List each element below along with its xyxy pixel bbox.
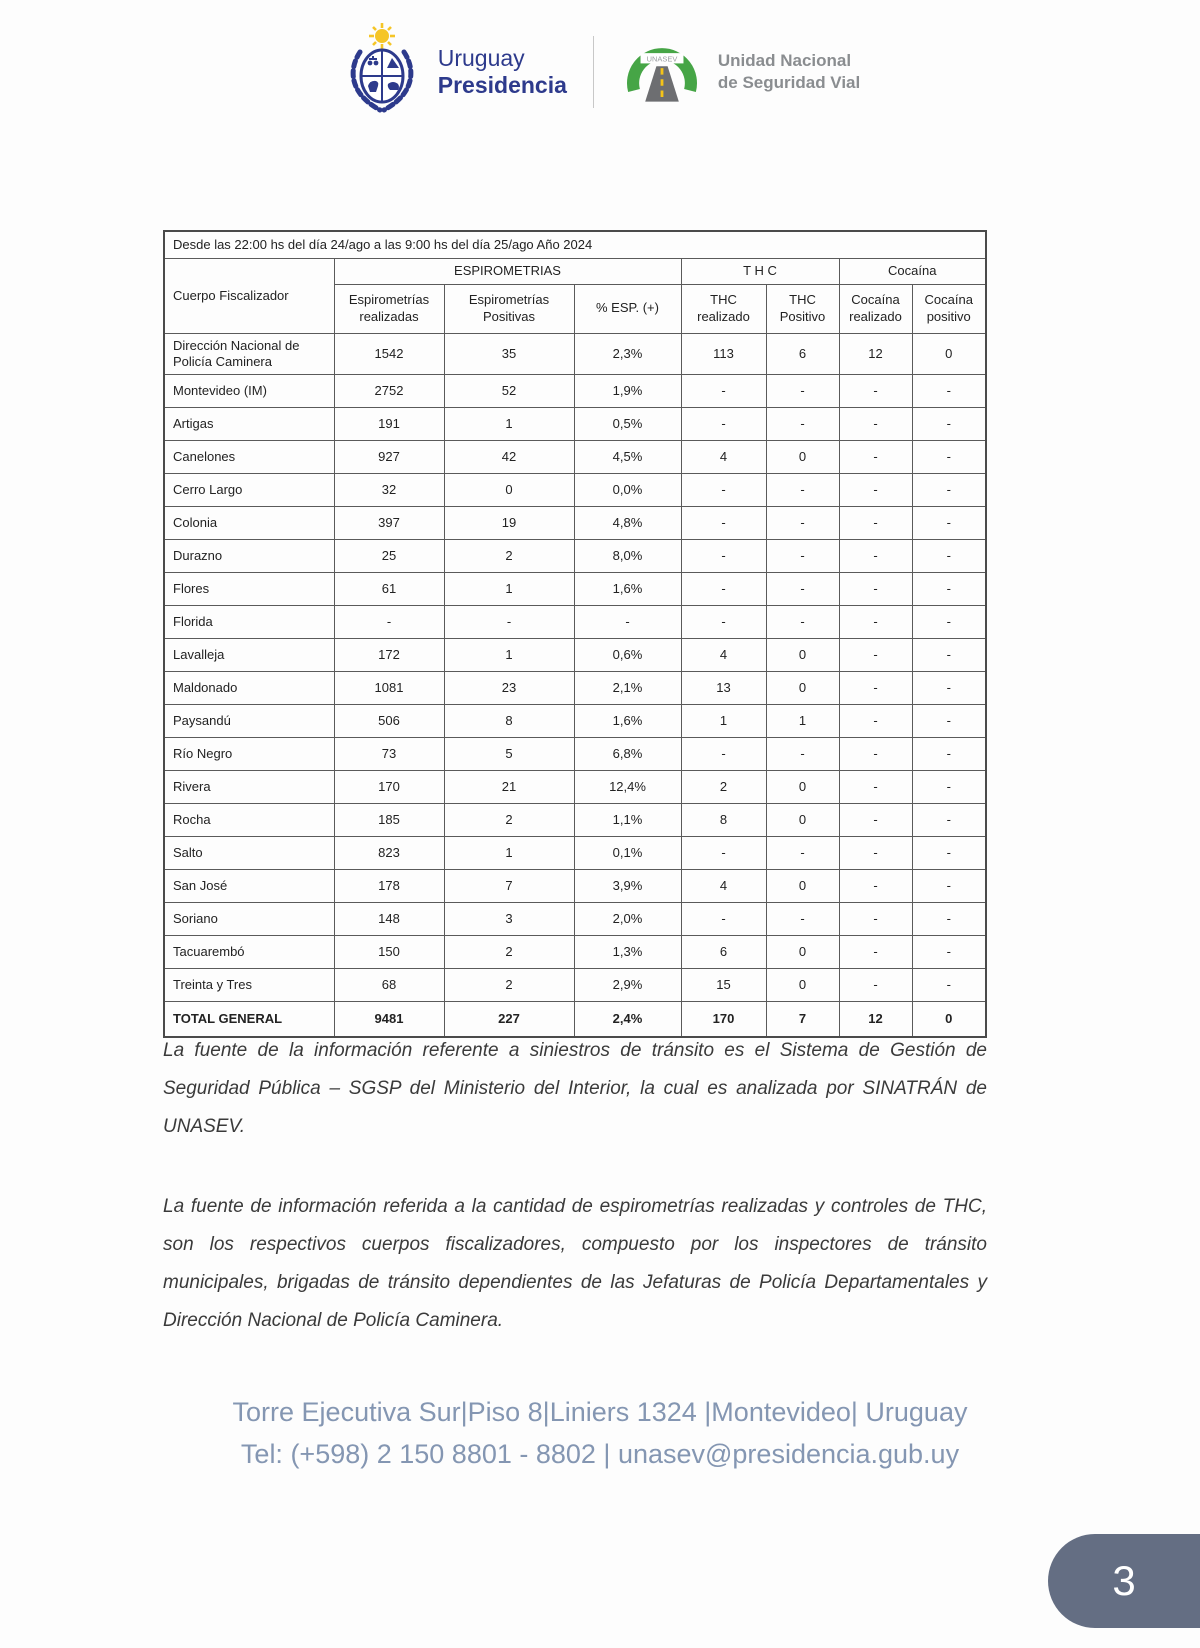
value-cell: 0 xyxy=(766,804,839,837)
value-cell: 0,1% xyxy=(574,837,681,870)
value-cell: - xyxy=(839,771,912,804)
value-cell: - xyxy=(912,804,986,837)
table-row xyxy=(164,837,986,870)
row-label-cell: Canelones xyxy=(164,441,334,474)
value-cell: - xyxy=(766,903,839,936)
row-label-cell: Rocha xyxy=(164,804,334,837)
table-row xyxy=(164,573,986,606)
row-label-cell: Paysandú xyxy=(164,705,334,738)
table-row xyxy=(164,870,986,903)
table-row xyxy=(164,375,986,408)
value-cell: - xyxy=(912,639,986,672)
col-header-esp-pct: % ESP. (+) xyxy=(574,284,681,333)
value-cell: - xyxy=(334,606,444,639)
unasev-label-line2: de Seguridad Vial xyxy=(717,72,861,92)
value-cell: - xyxy=(839,903,912,936)
presidencia-wordmark xyxy=(438,45,567,98)
value-cell: - xyxy=(766,738,839,771)
value-cell: - xyxy=(912,540,986,573)
value-cell: 35 xyxy=(444,333,574,375)
value-cell: 1,9% xyxy=(574,375,681,408)
source-notes xyxy=(163,1032,987,1382)
espirometrias-table xyxy=(163,230,987,1038)
value-cell: - xyxy=(839,672,912,705)
total-value-cell: 170 xyxy=(681,1002,766,1038)
table-caption: Desde las 22:00 hs del día 24/ago a las 9:00 hs del día 25/ago Año 2024 xyxy=(164,231,986,259)
value-cell: 2 xyxy=(444,936,574,969)
value-cell: 113 xyxy=(681,333,766,375)
table-row xyxy=(164,804,986,837)
value-cell: 4,5% xyxy=(574,441,681,474)
value-cell: - xyxy=(839,969,912,1002)
presidencia-brand xyxy=(340,22,567,121)
value-cell: - xyxy=(574,606,681,639)
row-label-cell: Cerro Largo xyxy=(164,474,334,507)
row-label-cell: San José xyxy=(164,870,334,903)
value-cell: 2,1% xyxy=(574,672,681,705)
presidencia-label: Presidencia xyxy=(437,71,567,98)
value-cell: 1,3% xyxy=(574,936,681,969)
value-cell: 1 xyxy=(681,705,766,738)
col-header-esp-realizadas: Espirometrías realizadas xyxy=(334,284,444,333)
table-row xyxy=(164,540,986,573)
value-cell: 5 xyxy=(444,738,574,771)
table-row xyxy=(164,441,986,474)
value-cell: 927 xyxy=(334,441,444,474)
value-cell: - xyxy=(839,606,912,639)
row-label-cell: Montevideo (IM) xyxy=(164,375,334,408)
value-cell: - xyxy=(681,474,766,507)
row-label-cell: Tacuarembó xyxy=(164,936,334,969)
row-label-cell: Lavalleja xyxy=(164,639,334,672)
value-cell: 4 xyxy=(681,870,766,903)
value-cell: - xyxy=(839,705,912,738)
value-cell: 12,4% xyxy=(574,771,681,804)
footer-contact-block xyxy=(0,1392,1200,1476)
value-cell: - xyxy=(839,573,912,606)
table-row xyxy=(164,507,986,540)
value-cell: 21 xyxy=(444,771,574,804)
value-cell: 1 xyxy=(766,705,839,738)
value-cell: 1081 xyxy=(334,672,444,705)
value-cell: - xyxy=(912,672,986,705)
col-header-thc-positivo: THC Positivo xyxy=(766,284,839,333)
header-divider xyxy=(593,36,594,108)
value-cell: 2 xyxy=(444,969,574,1002)
table-row xyxy=(164,408,986,441)
value-cell: 178 xyxy=(334,870,444,903)
value-cell: - xyxy=(912,507,986,540)
value-cell: - xyxy=(839,837,912,870)
value-cell: 823 xyxy=(334,837,444,870)
brand-header xyxy=(0,22,1200,121)
value-cell: - xyxy=(766,606,839,639)
value-cell: 0,6% xyxy=(574,639,681,672)
footer-phone-email: Tel: (+598) 2 150 8801 - 8802 | unasev@presidencia.gub.uy xyxy=(240,1438,960,1469)
value-cell: 13 xyxy=(681,672,766,705)
value-cell: 506 xyxy=(334,705,444,738)
total-value-cell: 9481 xyxy=(334,1002,444,1038)
statistics-table-wrapper xyxy=(163,230,987,1038)
table-row xyxy=(164,606,986,639)
value-cell: - xyxy=(839,441,912,474)
value-cell: 397 xyxy=(334,507,444,540)
value-cell: 2 xyxy=(444,804,574,837)
value-cell: 0 xyxy=(912,333,986,375)
uruguay-coat-of-arms-icon xyxy=(340,22,424,121)
table-row xyxy=(164,639,986,672)
value-cell: - xyxy=(839,408,912,441)
table-body xyxy=(164,333,986,1037)
value-cell: 42 xyxy=(444,441,574,474)
value-cell: - xyxy=(912,408,986,441)
note-paragraph-1: La fuente de la información referente a siniestros de tránsito es el Sistema de Gestión de Seguridad Pública – SGSP del Ministerio del Interior, la cual es analizada por SINATRÁN de UNASEV. xyxy=(163,1040,987,1137)
value-cell: - xyxy=(681,573,766,606)
row-label-cell: Río Negro xyxy=(164,738,334,771)
row-label-cell: Durazno xyxy=(164,540,334,573)
value-cell: 25 xyxy=(334,540,444,573)
value-cell: 0 xyxy=(766,441,839,474)
value-cell: 7 xyxy=(444,870,574,903)
value-cell: - xyxy=(766,375,839,408)
table-row xyxy=(164,672,986,705)
value-cell: 3 xyxy=(444,903,574,936)
table-row xyxy=(164,738,986,771)
value-cell: - xyxy=(839,870,912,903)
value-cell: - xyxy=(912,375,986,408)
value-cell: 1542 xyxy=(334,333,444,375)
value-cell: - xyxy=(839,639,912,672)
col-header-thc-realizado: THC realizado xyxy=(681,284,766,333)
value-cell: - xyxy=(681,837,766,870)
total-label-cell: TOTAL GENERAL xyxy=(164,1002,334,1038)
value-cell: - xyxy=(839,804,912,837)
value-cell: 6,8% xyxy=(574,738,681,771)
value-cell: 2 xyxy=(681,771,766,804)
value-cell: 0,5% xyxy=(574,408,681,441)
value-cell: 1,6% xyxy=(574,705,681,738)
value-cell: - xyxy=(839,936,912,969)
value-cell: - xyxy=(681,606,766,639)
value-cell: 0 xyxy=(766,639,839,672)
value-cell: 8 xyxy=(681,804,766,837)
value-cell: 2,3% xyxy=(574,333,681,375)
footer-address: Torre Ejecutiva Sur|Piso 8|Liniers 1324 |Montevideo| Uruguay xyxy=(232,1397,968,1427)
row-label-cell: Flores xyxy=(164,573,334,606)
value-cell: - xyxy=(766,837,839,870)
value-cell: 0 xyxy=(766,672,839,705)
col-header-esp-positivas: Espirometrías Positivas xyxy=(444,284,574,333)
value-cell: 2,0% xyxy=(574,903,681,936)
total-value-cell: 12 xyxy=(839,1002,912,1038)
value-cell: 170 xyxy=(334,771,444,804)
value-cell: 1 xyxy=(444,408,574,441)
row-label-cell: Artigas xyxy=(164,408,334,441)
value-cell: - xyxy=(839,474,912,507)
value-cell: 73 xyxy=(334,738,444,771)
table-row xyxy=(164,474,986,507)
uruguay-label: Uruguay xyxy=(437,45,525,72)
value-cell: 68 xyxy=(334,969,444,1002)
value-cell: - xyxy=(681,540,766,573)
value-cell: - xyxy=(839,507,912,540)
value-cell: 23 xyxy=(444,672,574,705)
total-value-cell: 227 xyxy=(444,1002,574,1038)
value-cell: - xyxy=(839,540,912,573)
value-cell: 4 xyxy=(681,441,766,474)
value-cell: - xyxy=(912,969,986,1002)
value-cell: 4,8% xyxy=(574,507,681,540)
unasev-wordmark xyxy=(718,50,860,93)
value-cell: - xyxy=(681,903,766,936)
value-cell: - xyxy=(681,375,766,408)
total-value-cell: 7 xyxy=(766,1002,839,1038)
value-cell: 3,9% xyxy=(574,870,681,903)
row-label-cell: Colonia xyxy=(164,507,334,540)
value-cell: 6 xyxy=(681,936,766,969)
value-cell: 0 xyxy=(766,870,839,903)
value-cell: 150 xyxy=(334,936,444,969)
value-cell: 2752 xyxy=(334,375,444,408)
value-cell: - xyxy=(912,771,986,804)
value-cell: 1,1% xyxy=(574,804,681,837)
table-row xyxy=(164,771,986,804)
col-header-coc-positivo: Cocaína positivo xyxy=(912,284,986,333)
value-cell: 185 xyxy=(334,804,444,837)
value-cell: - xyxy=(912,837,986,870)
value-cell: - xyxy=(444,606,574,639)
total-value-cell: 0 xyxy=(912,1002,986,1038)
value-cell: 2 xyxy=(444,540,574,573)
corner-header: Cuerpo Fiscalizador xyxy=(164,259,334,333)
unasev-logo-icon xyxy=(620,29,704,114)
value-cell: - xyxy=(681,408,766,441)
value-cell: - xyxy=(912,705,986,738)
value-cell: - xyxy=(766,573,839,606)
table-row xyxy=(164,333,986,375)
row-label-cell: Florida xyxy=(164,606,334,639)
table-row xyxy=(164,705,986,738)
value-cell: 32 xyxy=(334,474,444,507)
value-cell: - xyxy=(912,903,986,936)
value-cell: - xyxy=(912,936,986,969)
value-cell: - xyxy=(912,573,986,606)
total-value-cell: 2,4% xyxy=(574,1002,681,1038)
cocaina-group-header: Cocaína xyxy=(839,259,986,284)
value-cell: - xyxy=(681,738,766,771)
value-cell: - xyxy=(766,474,839,507)
value-cell: 172 xyxy=(334,639,444,672)
value-cell: 0,0% xyxy=(574,474,681,507)
value-cell: 0 xyxy=(766,771,839,804)
col-header-coc-realizado: Cocaína realizado xyxy=(839,284,912,333)
value-cell: 191 xyxy=(334,408,444,441)
unasev-label-line1: Unidad Nacional xyxy=(717,51,852,71)
row-label-cell: Dirección Nacional de Policía Caminera xyxy=(164,333,334,375)
unasev-brand xyxy=(620,29,860,114)
page-number-badge: 3 xyxy=(1048,1534,1200,1628)
value-cell: 0 xyxy=(766,936,839,969)
value-cell: 8,0% xyxy=(574,540,681,573)
row-label-cell: Treinta y Tres xyxy=(164,969,334,1002)
value-cell: - xyxy=(681,507,766,540)
row-label-cell: Salto xyxy=(164,837,334,870)
value-cell: - xyxy=(912,606,986,639)
value-cell: - xyxy=(839,738,912,771)
value-cell: 2,9% xyxy=(574,969,681,1002)
table-row xyxy=(164,903,986,936)
unasev-logo-text: UNASEV xyxy=(646,54,678,64)
value-cell: - xyxy=(766,408,839,441)
table-row xyxy=(164,969,986,1002)
table-row xyxy=(164,936,986,969)
value-cell: - xyxy=(839,375,912,408)
value-cell: - xyxy=(912,870,986,903)
value-cell: 8 xyxy=(444,705,574,738)
value-cell: 61 xyxy=(334,573,444,606)
value-cell: 0 xyxy=(444,474,574,507)
caption-row xyxy=(164,231,986,259)
value-cell: 4 xyxy=(681,639,766,672)
value-cell: 19 xyxy=(444,507,574,540)
row-label-cell: Soriano xyxy=(164,903,334,936)
value-cell: 1 xyxy=(444,639,574,672)
value-cell: 148 xyxy=(334,903,444,936)
value-cell: - xyxy=(766,507,839,540)
value-cell: - xyxy=(912,441,986,474)
value-cell: 6 xyxy=(766,333,839,375)
value-cell: 1,6% xyxy=(574,573,681,606)
row-label-cell: Rivera xyxy=(164,771,334,804)
note-paragraph-2: La fuente de información referida a la cantidad de espirometrías realizadas y controles de THC, son los respectivos cuerpos fiscalizadores, compuesto por los inspectores de tránsito municipales, brigadas de tránsito dependientes de las Jefaturas de Policía Departamentales y Dirección Nacional de Policía Caminera. xyxy=(163,1196,987,1331)
row-label-cell: Maldonado xyxy=(164,672,334,705)
value-cell: 1 xyxy=(444,573,574,606)
value-cell: 15 xyxy=(681,969,766,1002)
value-cell: - xyxy=(912,474,986,507)
value-cell: - xyxy=(912,738,986,771)
espirometrias-group-header: ESPIROMETRIAS xyxy=(334,259,681,284)
value-cell: 52 xyxy=(444,375,574,408)
thc-group-header: T H C xyxy=(681,259,839,284)
value-cell: 1 xyxy=(444,837,574,870)
value-cell: - xyxy=(766,540,839,573)
group-header-row xyxy=(164,259,986,284)
value-cell: 0 xyxy=(766,969,839,1002)
value-cell: 12 xyxy=(839,333,912,375)
